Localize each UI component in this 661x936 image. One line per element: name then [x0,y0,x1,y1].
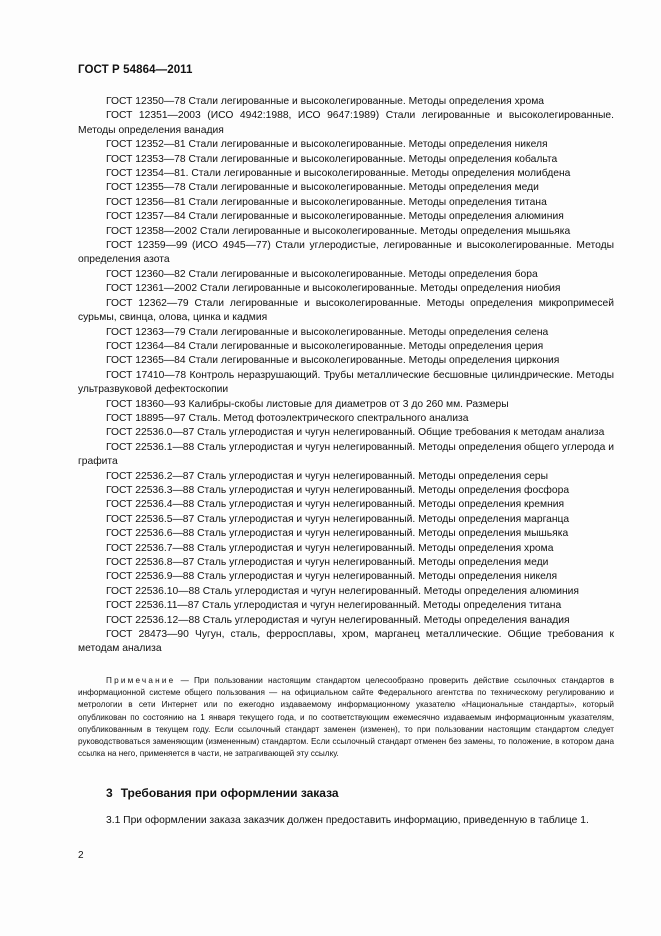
reference-item: ГОСТ 22536.9—88 Сталь углеродистая и чугун нелегированный. Методы определения никеля [106,571,558,583]
reference-item: ГОСТ 12363—79 Стали легированные и высоколегированные. Методы определения селена [106,326,549,338]
section-number: 3 [106,786,113,800]
reference-item: ГОСТ 12356—81 Стали легированные и высоколегированные. Методы определения титана [106,196,547,208]
note-block [78,675,614,760]
note-text: — При пользовании настоящим стандартом целесообразно проверить действие ссылочных стандартов в информационной системе общего пользования — на официальном сайте Федерального агентства по техническому регулированию и метрологии в сети Интернет или по ежегодно издаваемому информационному указателю «Национальные стандарты», который опубликован по состоянию на 1 января текущего года, и по соответствующим ежемесячно издаваемым информационным указателям, опубликованным в текущем году. Если ссылочный стандарт заменен (изменен), то при пользовании настоящим стандартом следует руководствоваться заменяющим (измененным) стандартом. Если ссылочный стандарт отменен без замены, то положение, в котором дана ссылка на него, применяется в части, не затрагивающей эту ссылку. [78,676,614,759]
reference-item: ГОСТ 12358—2002 Стали легированные и высоколегированные. Методы определения мышьяка [106,225,571,237]
reference-item: ГОСТ 22536.0—87 Сталь углеродистая и чугун нелегированный. Общие требования к методам анализа [106,427,605,439]
reference-item: ГОСТ 18360—93 Калибры-скобы листовые для диаметров от 3 до 260 мм. Размеры [106,398,509,410]
body-paragraph: 3.1 При оформлении заказа заказчик должен предоставить информацию, приведенную в таблице 1. [106,815,589,826]
reference-item: ГОСТ 22536.11—87 Сталь углеродистая и чугун нелегированный. Методы определения титана [106,600,562,612]
reference-item: ГОСТ 12362—79 Стали легированные и высоколегированные. Методы определения микропримесей сурьмы, свинца, олова, цинка и кадмия [78,297,614,324]
reference-item: ГОСТ 12357—84 Стали легированные и высоколегированные. Методы определения алюминия [106,211,564,223]
normative-references-list [78,95,614,657]
reference-item: ГОСТ 12361—2002 Стали легированные и высоколегированные. Методы определения ниобия [106,283,561,295]
reference-item: ГОСТ 12353—78 Стали легированные и высоколегированные. Методы определения кобальта [106,153,558,165]
reference-item: ГОСТ 12364—84 Стали легированные и высоколегированные. Методы определения церия [106,340,544,352]
reference-item: ГОСТ 22536.10—88 Сталь углеродистая и чугун нелегированный. Методы определения алюминия [106,585,579,597]
reference-item: ГОСТ 12351—2003 (ИСО 4942:1988, ИСО 9647:1989) Стали легированные и высоколегированные. Методы определения ванадия [78,110,614,136]
reference-item: ГОСТ 12360—82 Стали легированные и высоколегированные. Методы определения бора [106,268,538,280]
reference-item: ГОСТ 18895—97 Сталь. Метод фотоэлектрического спектрального анализа [106,412,469,424]
reference-item: ГОСТ 22536.4—88 Сталь углеродистая и чугун нелегированный. Методы определения кремния [106,499,565,511]
reference-item: ГОСТ 22536.2—87 Сталь углеродистая и чугун нелегированный. Методы определения серы [106,470,549,482]
reference-item: ГОСТ 22536.5—87 Сталь углеродистая и чугун нелегированный. Методы определения марганца [106,513,570,525]
section-title: Требования при оформлении заказа [120,786,339,800]
reference-item: ГОСТ 22536.12—88 Сталь углеродистая и чугун нелегированный. Методы определения ванадия [106,614,570,626]
reference-item: ГОСТ 28473—90 Чугун, сталь, ферросплавы, хром, марганец металлические. Общие требования к методам анализа [78,629,614,655]
reference-item: ГОСТ 22536.1—88 Сталь углеродистая и чугун нелегированный. Методы определения общего углерода и графита [78,441,614,468]
reference-item: ГОСТ 22536.8—87 Сталь углеродистая и чугун нелегированный. Методы определения меди [106,557,549,568]
reference-item: ГОСТ 12350—78 Стали легированные и высоколегированные. Методы определения хрома [106,96,544,107]
reference-item: ГОСТ 12352—81 Стали легированные и высоколегированные. Методы определения никеля [106,139,548,151]
reference-item: ГОСТ 22536.6—88 Сталь углеродистая и чугун нелегированный. Методы определения мышьяка [106,528,569,540]
reference-item: ГОСТ 12354—81. Стали легированные и высоколегированные. Методы определения молибдена [106,168,571,180]
reference-item: ГОСТ 17410—78 Контроль неразрушающий. Трубы металлические бесшовные цилиндрические. Методы ультразвуковой дефектоскопии [78,369,614,396]
reference-item: ГОСТ 12355—78 Стали легированные и высоколегированные. Методы определения меди [106,182,539,194]
reference-item: ГОСТ 22536.7—88 Сталь углеродистая и чугун нелегированный. Методы определения хрома [106,542,554,554]
reference-item: ГОСТ 12365—84 Стали легированные и высоколегированные. Методы определения циркония [106,355,560,367]
reference-item: ГОСТ 22536.3—88 Сталь углеродистая и чугун нелегированный. Методы определения фосфора [106,484,570,496]
page-number: 2 [78,850,84,861]
document-header: ГОСТ Р 54864—2011 [78,64,193,76]
note-label: Примечание [106,676,176,685]
reference-item: ГОСТ 12359—99 (ИСО 4945—77) Стали углеродистые, легированные и высоколегированные. Методы определения азота [78,240,614,266]
section-heading [106,786,339,800]
